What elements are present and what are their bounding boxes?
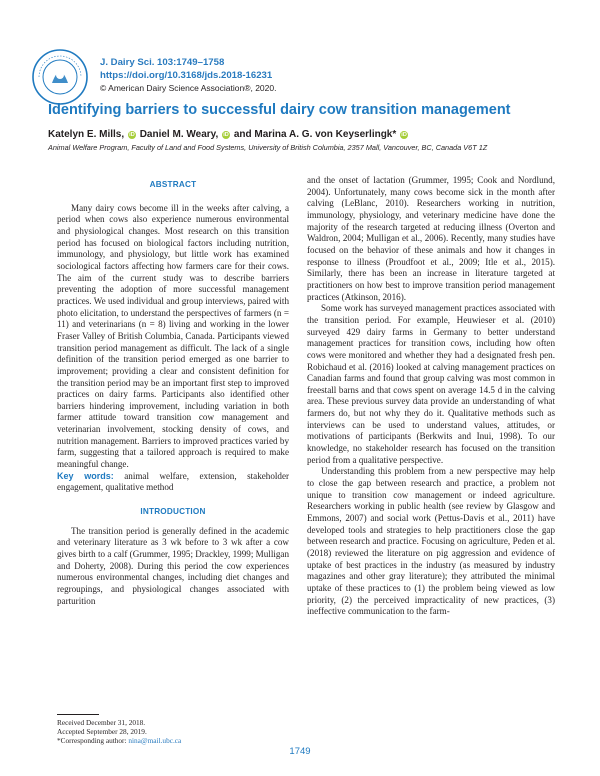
footnotes <box>57 718 181 746</box>
keywords-list: animal welfare, extension, stakeholder engagement, qualitative method <box>57 470 290 493</box>
intro-paragraph-1-continued: and the onset of lactation (Grummer, 1995; Cook and Nordlund, 2004). Unfortunately, many cows become sick in the month after calving (LeBlanc, 2010). Researchers working in nutrition, immunology, physiology, and veterinary medicine have done the majority of the research targeted at reducing illness (Overton and Waldron, 2004; Mulligan et al., 2006). Recently, many studies have focused on the behavior of these animals and how it changes in response to illness (Proudfoot et al., 2009; Itle et al., 2015). Similarly, there has been an increase in literature targeted at practitioners on how best to improve transition period management practices (Atkinson, 2016). <box>307 175 555 302</box>
affiliation: Animal Welfare Program, Faculty of Land and Food Systems, University of British Columbia, 2357 Mall, Vancouver, BC, Canada V6T 1Z <box>48 143 488 152</box>
author-3: and Marina A. G. von Keyserlingk* <box>233 129 397 140</box>
copyright: © American Dairy Science Association®, 2020. <box>100 83 277 93</box>
keywords <box>57 471 289 494</box>
corresponding-label: *Corresponding author: <box>57 736 127 746</box>
orcid-icon[interactable]: iD <box>129 132 135 138</box>
author-list <box>48 129 409 140</box>
left-column <box>57 175 289 607</box>
intro-paragraph-1: The transition period is generally defined in the academic and veterinary literature as 3 wk before to 3 wk after a cow gives birth to a calf (Grummer, 1995; Drackley, 1999; Mulligan and Doherty, 2008). During this period the cow experiences numerous environmental changes, including diet changes and regroupings, and physiological changes associated with parturition <box>57 525 289 606</box>
received-date: Received December 31, 2018. <box>57 718 146 727</box>
keywords-label: Key words: <box>57 470 114 481</box>
author-1: Katelyn E. Mills, <box>48 129 125 140</box>
orcid-icon[interactable]: iD <box>401 132 407 138</box>
corresponding-author <box>57 736 181 745</box>
introduction-heading: INTRODUCTION <box>140 507 206 517</box>
author-2: Daniel M. Weary, <box>139 129 219 140</box>
journal-citation: J. Dairy Sci. 103:1749–1758 <box>100 57 225 68</box>
article-title: Identifying barriers to successful dairy cow transition management <box>48 102 511 118</box>
intro-paragraph-3: Understanding this problem from a new perspective may help to close the gap between research and practice, a problem not unique to transition cow management or indeed agriculture. Researchers working in public health (see review by Glasgow and Emmons, 2007) and social work (Pettus-Davis et al., 2011) have developed tools and strategies to help practitioners close the gap between research and practice. Focusing on agriculture, Peden et al. (2018) reviewed the literature on pig aggression and evidence of uptake of best practices in the industry (as measured by industry magazines and other gray literature); they attributed the minimal uptake of these practices to (1) the problem being viewed as low priority, (2) the perceived impracticality of new practices, (3) ineffective communication to the farm- <box>307 466 555 617</box>
doi-link[interactable]: https://doi.org/10.3168/jds.2018-16231 <box>100 70 273 81</box>
author-email-link[interactable]: nina@mail.ubc.ca <box>128 736 182 746</box>
footnote-rule <box>57 714 99 715</box>
abstract-text: Many dairy cows become ill in the weeks after calving, a period when cows also experience numerous environmental and physiological changes. Most research on this transition period has focused on biological factors including nutrition, immunology, and physiology, but little work has examined sociological factors affecting how farmers care for their cows. The aim of the current study was to describe barriers preventing the adoption of more successful management practices. We used individual and group interviews, paired with photo elicitation, to understand the perspectives of farmers (n = 11) and veterinarians (n = 8) living and working in the lower Fraser Valley of British Columbia, Canada. Participants viewed transition period management as difficult. The lack of a single definition of the transition period emerged as one barrier to improvement; providing a clear and consistent definition for the transition period may be an important first step to improved practices on dairy farms. Participants also identified other barriers hindering improvement, including variation in both farmer attitude toward transition cow management and veterinarian involvement, stocking density of cows, and nutrition management. Barriers to improved practices varied by farm, suggesting that a tailored approach is required to make meaningful change. <box>57 202 289 470</box>
abstract-heading: ABSTRACT <box>149 180 197 189</box>
adsa-logo <box>30 47 90 107</box>
intro-paragraph-2: Some work has surveyed management practices associated with the transition period. For example, Heuwieser et al. (2010) surveyed 429 dairy farms in Germany to better understand management practices for transition cows, including how often cows were monitored and whether they had a designated fresh pen. Robichaud et al. (2016) looked at calving management practices on Canadian farms and found that group calving was most common in freestall barns and that cows spent on average 14.5 d in the calving area. These previous survey data provide an understanding of what farmers do, but not why they do it. Qualitative methods such as interviews can be used to understand values, attitudes, or motivations of participants (Berkwits and Inui, 1998). To our knowledge, no stakeholder research has focused on the transition period from a qualitative perspective. <box>307 303 555 465</box>
orcid-icon[interactable]: iD <box>223 132 229 138</box>
journal-reference <box>100 56 276 95</box>
right-column <box>307 175 555 618</box>
accepted-date: Accepted September 28, 2019. <box>57 727 147 737</box>
adsa-logo-icon <box>30 47 90 107</box>
page-number: 1749 <box>289 746 311 757</box>
